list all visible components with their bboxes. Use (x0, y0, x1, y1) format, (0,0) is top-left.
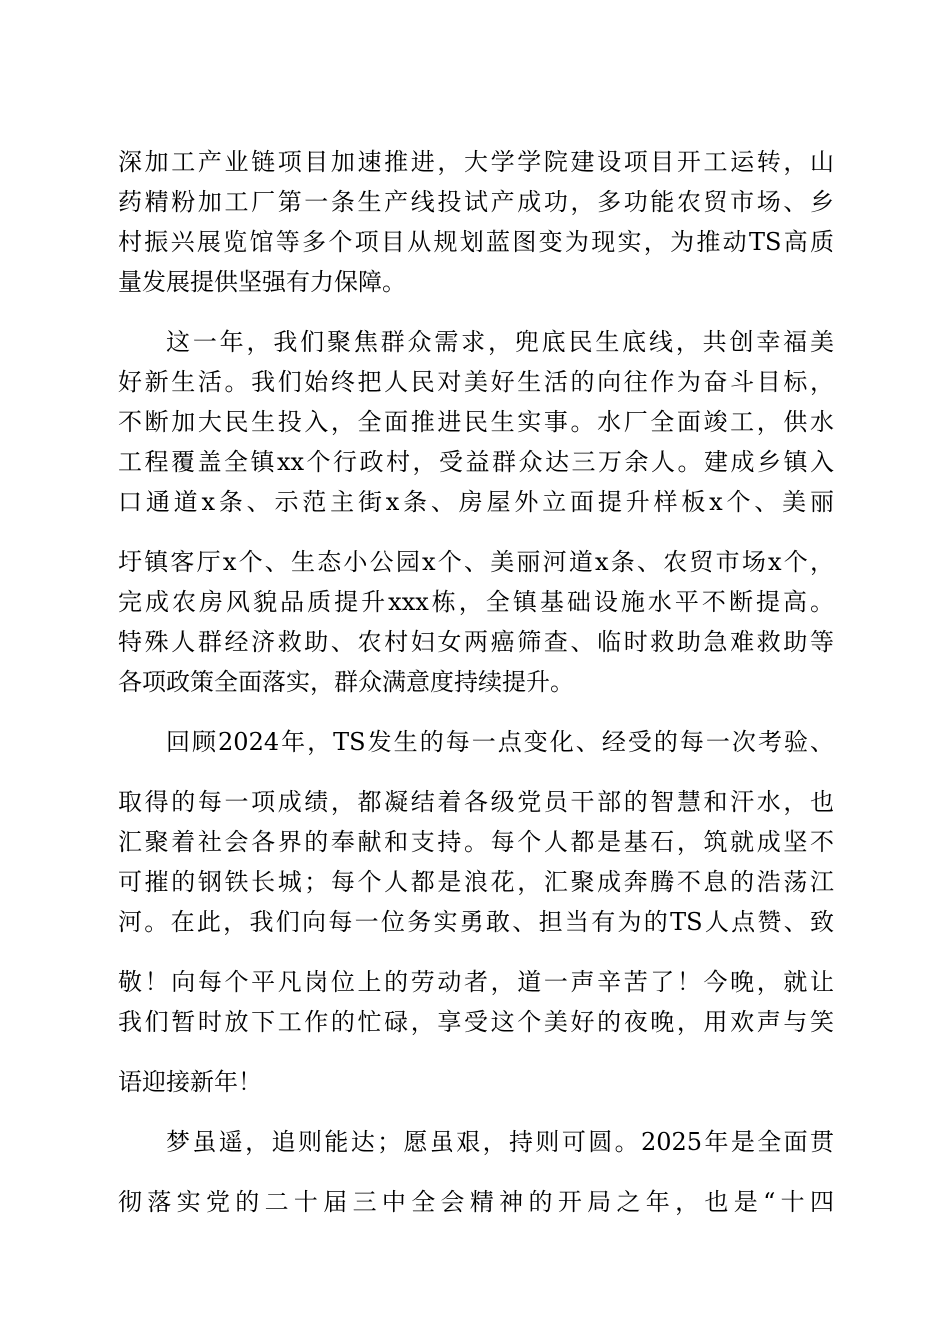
text-line: 我们暂时放下工作的忙碌，享受这个美好的夜晚，用欢声与笑 (118, 1008, 834, 1036)
text-line: 特殊人群经济救助、农村妇女两癌筛查、临时救助急难救助等 (118, 628, 834, 656)
text-line: 语迎接新年！ (118, 1068, 262, 1096)
text-line: 不断加大民生投入，全面推进民生实事。水厂全面竣工，供水 (118, 408, 834, 436)
text-line: 河。在此，我们向每一位务实勇敢、担当有为的TS人点赞、致 (118, 908, 834, 936)
text-line: 工程覆盖全镇xx个行政村，受益群众达三万余人。建成乡镇入 (118, 448, 834, 476)
text-line: 汇聚着社会各界的奉献和支持。每个人都是基石，筑就成坚不 (118, 828, 834, 856)
text-line: 好新生活。我们始终把人民对美好生活的向往作为奋斗目标， (118, 368, 834, 396)
text-line: 可摧的钢铁长城；每个人都是浪花，汇聚成奔腾不息的浩荡江 (118, 868, 834, 896)
text-line: 口通道x条、示范主街x条、房屋外立面提升样板x个、美丽 (118, 488, 834, 516)
text-line: 敬！向每个平凡岗位上的劳动者，道一声辛苦了！今晚，就让 (118, 968, 834, 996)
text-line: 药精粉加工厂第一条生产线投试产成功，多功能农贸市场、乡 (118, 188, 834, 216)
paragraph-first-line: 梦虽遥，追则能达；愿虽艰，持则可圆。2025年是全面贯 (166, 1128, 834, 1156)
text-line: 完成农房风貌品质提升xxx栋，全镇基础设施水平不断提高。 (118, 588, 834, 616)
text-line: 彻落实党的二十届三中全会精神的开局之年，也是“十四 (118, 1188, 834, 1216)
text-line: 量发展提供坚强有力保障。 (118, 268, 406, 296)
paragraph-first-line: 回顾2024年，TS发生的每一点变化、经受的每一次考验、 (166, 728, 834, 756)
text-line: 取得的每一项成绩，都凝结着各级党员干部的智慧和汗水，也 (118, 788, 834, 816)
text-line: 各项政策全面落实，群众满意度持续提升。 (118, 668, 574, 696)
paragraph-first-line: 这一年，我们聚焦群众需求，兜底民生底线，共创幸福美 (166, 328, 834, 356)
text-line: 村振兴展览馆等多个项目从规划蓝图变为现实，为推动TS高质 (118, 228, 834, 256)
text-line: 深加工产业链项目加速推进，大学学院建设项目开工运转，山 (118, 148, 834, 176)
text-line: 圩镇客厅x个、生态小公园x个、美丽河道x条、农贸市场x个， (118, 548, 834, 576)
